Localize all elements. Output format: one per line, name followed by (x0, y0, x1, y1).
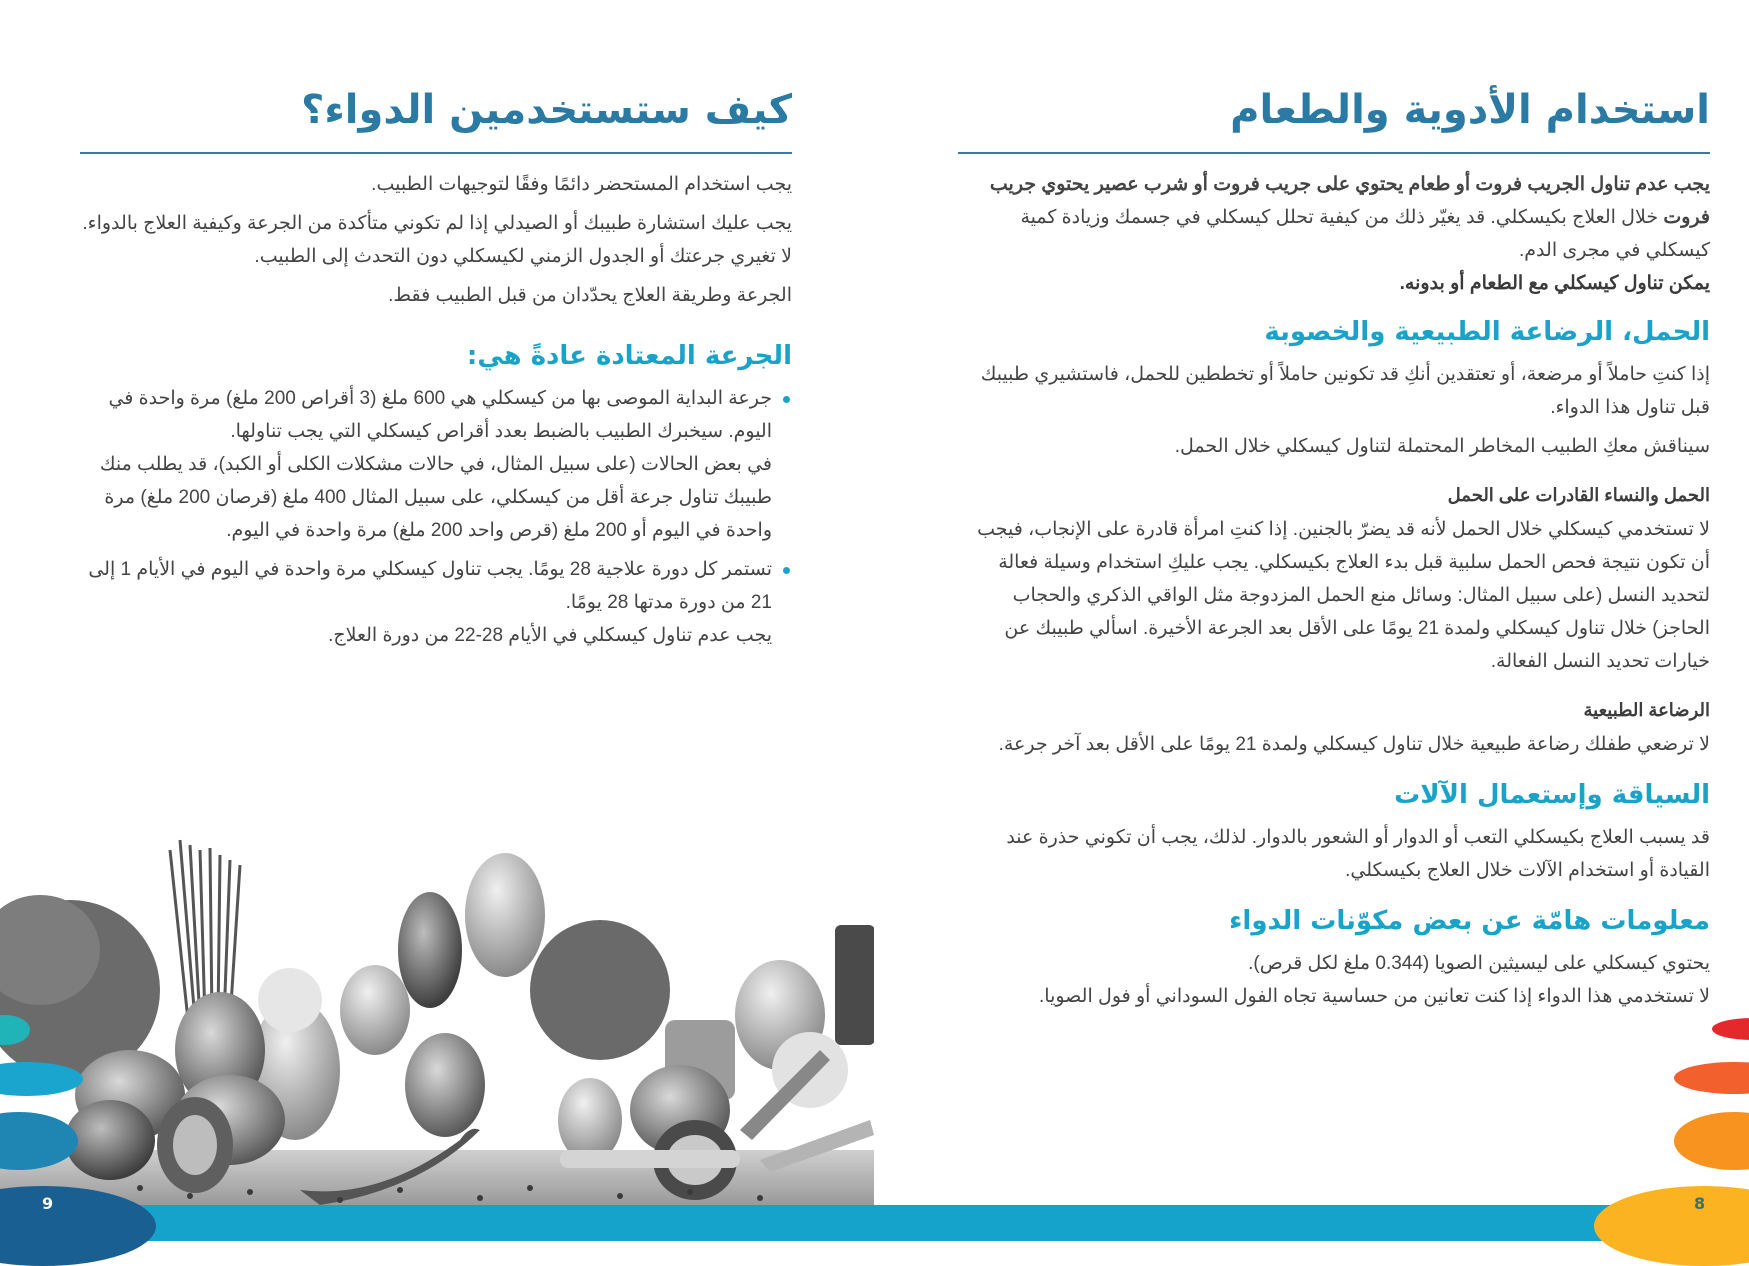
decorative-ellipse (1674, 1112, 1749, 1170)
list-item-text: يجب عدم تناول كيسكلي في الأيام 28-22 من دورة العلاج. (328, 625, 772, 646)
grapefruit-warning-text: خلال العلاج بكيسكلي. قد يغيّر ذلك من كيفية تحلل كيسكلي في جسمك وزيادة كمية كيسكلي في مجرى الدم. (1020, 207, 1710, 261)
breastfeeding-text: لا ترضعي طفلك رضاعة طبيعية خلال تناول كيسكلي ولمدة 21 يومًا على الأقل بعد آخر جرعة. (998, 734, 1710, 755)
food-intake-note: يمكن تناول كيسكلي مع الطعام أو بدونه. (1399, 273, 1710, 294)
vegetables-illustration-icon (0, 820, 874, 1205)
pregnancy-paragraph: إذا كنتِ حاملاً أو مرضعة، أو تعتقدين أنكِ قد تكونين حاملاً أو تخططين للحمل، فاستشيري طبيبك قبل تناول هذا الدواء. (980, 364, 1710, 418)
right-text-column (958, 70, 1710, 1013)
section-title-driving: السياقة وإستعمال الآلات (1394, 780, 1710, 810)
left-text-column (80, 70, 792, 658)
subsection-title-pregnancy-women: الحمل والنساء القادرات على الحمل (1447, 485, 1710, 505)
ingredients-line: لا تستخدمي هذا الدواء إذا كنت تعانين من حساسية تجاه الفول السوداني أو فول الصويا. (1039, 986, 1710, 1007)
decorative-ellipse (1674, 1062, 1749, 1094)
driving-text: قد يسبب العلاج بكيسكلي التعب أو الدوار أو الشعور بالدوار. لذلك، يجب أن تكوني حذرة عند القيادة أو استخدام الآلات خلال العلاج بكيسكلي. (1006, 827, 1710, 881)
right-page (874, 0, 1749, 1241)
section-title-pregnancy: الحمل، الرضاعة الطبيعية والخصوبة (1264, 317, 1710, 347)
subsection-title-breastfeeding: الرضاعة الطبيعية (1583, 700, 1710, 720)
list-item-text: جرعة البداية الموصى بها من كيسكلي هي 600 ملغ (3 أقراص 200 ملغ) مرة واحدة في اليوم. سيخبرك الطبيب بالضبط بعدد أقراص كيسكلي التي يجب تناولها. (108, 388, 772, 442)
grapefruit-warning-bold: يجب عدم تناول الجريب فروت أو طعام يحتوي على جريب فروت أو شرب عصير يحتوي جريب فروت (989, 174, 1710, 228)
decorative-ellipse (1712, 1018, 1749, 1040)
pregnancy-women-text: لا تستخدمي كيسكلي خلال الحمل لأنه قد يضرّ بالجنين. إذا كنتِ امرأة قادرة على الإنجاب، فيجب أن تكون نتيجة فحص الحمل سلبية قبل بدء العلاج بكيسكلي. يجب عليكِ استخدام وسيلة فعالة لتحديد النسل (على سبيل المثال: وسائل منع الحمل المزدوجة مثل الواقي الذكري والحجاب الحاجز) خلال تناول كيسكلي ولمدة 21 يومًا على الأقل بعد الجرعة الأخيرة. اسألي طبيبك عن خيارات تحديد النسل الفعالة. (977, 519, 1710, 672)
pregnancy-paragraph: سيناقش معكِ الطبيب المخاطر المحتملة لتناول كيسكلي خلال الحمل. (1174, 436, 1710, 457)
page-title: كيف ستستخدمين الدواء؟ (80, 70, 792, 154)
list-item-text: في بعض الحالات (على سبيل المثال، في حالات مشكلات الكلى أو الكبد)، قد يطلب منك طبيبك تناول جرعة أقل من كيسكلي، على سبيل المثال 400 ملغ (قرصان 200 ملغ) مرة واحدة في اليوم أو 200 ملغ (قرص واحد 200 ملغ) مرة واحدة في اليوم. (99, 454, 772, 541)
list-item-text: تستمر كل دورة علاجية 28 يومًا. يجب تناول كيسكلي مرة واحدة في اليوم في الأيام 1 إلى 21 من دورة مدتها 28 يومًا. (88, 559, 772, 613)
footer-bar (0, 1205, 1749, 1241)
intro-paragraph: الجرعة وطريقة العلاج يحدّدان من قبل الطبيب فقط. (388, 285, 792, 306)
page-number: 9 (42, 1194, 54, 1213)
grapefruit-warning (958, 168, 1710, 267)
intro-paragraph: يجب عليك استشارة طبيبك أو الصيدلي إذا لم تكوني متأكدة من الجرعة وكيفية العلاج بالدواء. لا تغيري جرعتك أو الجدول الزمني لكيسكلي دون التحدث إلى الطبيب. (82, 213, 792, 267)
ingredients-line: يحتوي كيسكلي على ليسيثين الصويا (0.344 ملغ لكل قرص). (1248, 953, 1710, 974)
list-item (80, 382, 792, 547)
decorative-ellipse (1594, 1186, 1749, 1266)
intro-paragraph: يجب استخدام المستحضر دائمًا وفقًا لتوجيهات الطبيب. (371, 174, 792, 195)
bullet-icon (783, 567, 790, 574)
page-number: 8 (1694, 1194, 1706, 1213)
section-title-dosage: الجرعة المعتادة عادةً هي: (466, 341, 792, 371)
page-title: استخدام الأدوية والطعام (958, 70, 1710, 154)
bullet-icon (783, 396, 790, 403)
section-title-ingredients: معلومات هامّة عن بعض مكوّنات الدواء (1229, 906, 1710, 936)
list-item (80, 553, 792, 652)
left-page (0, 0, 874, 1241)
dosage-list (80, 382, 792, 652)
vegetables-photo (0, 820, 874, 1205)
